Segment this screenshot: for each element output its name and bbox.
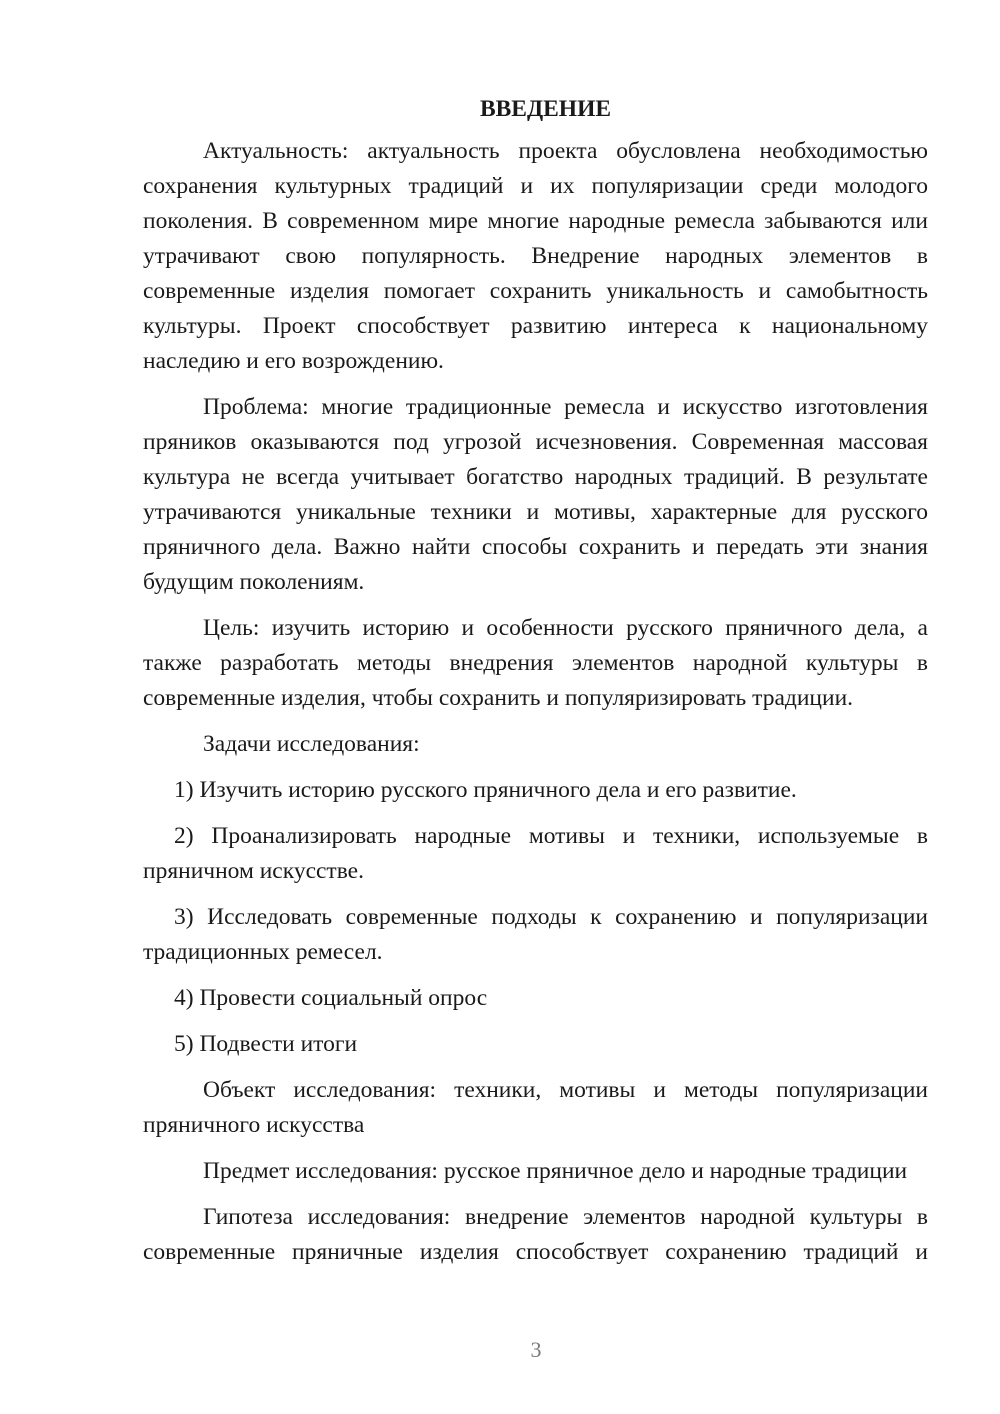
problem-paragraph: Проблема: многие традиционные ремесла и искусство изготовления пряников оказываются под угрозой исчезновения. Современная массовая культура не всегда учитывает богатство народных традиций. В результате утрачиваются уникальные техники и мотивы, характерные для русского пряничного дела. Важно найти способы сохранить и передать эти знания будущим поколениям.	[143, 394, 928, 595]
goal-paragraph: Цель: изучить историю и особенности русского пряничного дела, а также разработать методы внедрения элементов народной культуры в современные изделия, чтобы сохранить и популяризировать традиции.	[143, 615, 928, 711]
hypothesis-paragraph: Гипотеза исследования: внедрение элементов народной культуры в современные пряничные изделия способствует сохранению традиций и	[143, 1204, 928, 1265]
object-paragraph: Объект исследования: техники, мотивы и методы популяризации пряничного искусства	[143, 1077, 928, 1138]
task-item: 4) Провести социальный опрос	[174, 985, 488, 1011]
page-number: 3	[530, 1337, 542, 1362]
page-content	[143, 92, 928, 1281]
page-title: ВВЕДЕНИЕ	[479, 96, 612, 122]
task-item: 3) Исследовать современные подходы к сохранению и популяризации традиционных ремесел.	[143, 904, 928, 965]
relevance-paragraph: Актуальность: актуальность проекта обусловлена необходимостью сохранения культурных традиций и их популяризации среди молодого поколения. В современном мире многие народные ремесла забываются или утрачивают свою популярность. Внедрение народных элементов в современные изделия помогает сохранить уникальность и самобытность культуры. Проект способствует развитию интереса к национальному наследию и его возрождению.	[143, 138, 928, 374]
task-item: 5) Подвести итоги	[174, 1031, 358, 1057]
tasks-heading: Задачи исследования:	[203, 731, 420, 757]
task-item: 2) Проанализировать народные мотивы и техники, используемые в пряничном искусстве.	[143, 823, 928, 884]
task-item: 1) Изучить историю русского пряничного дела и его развитие.	[174, 777, 797, 803]
subject-paragraph: Предмет исследования: русское пряничное дело и народные традиции	[203, 1158, 908, 1184]
